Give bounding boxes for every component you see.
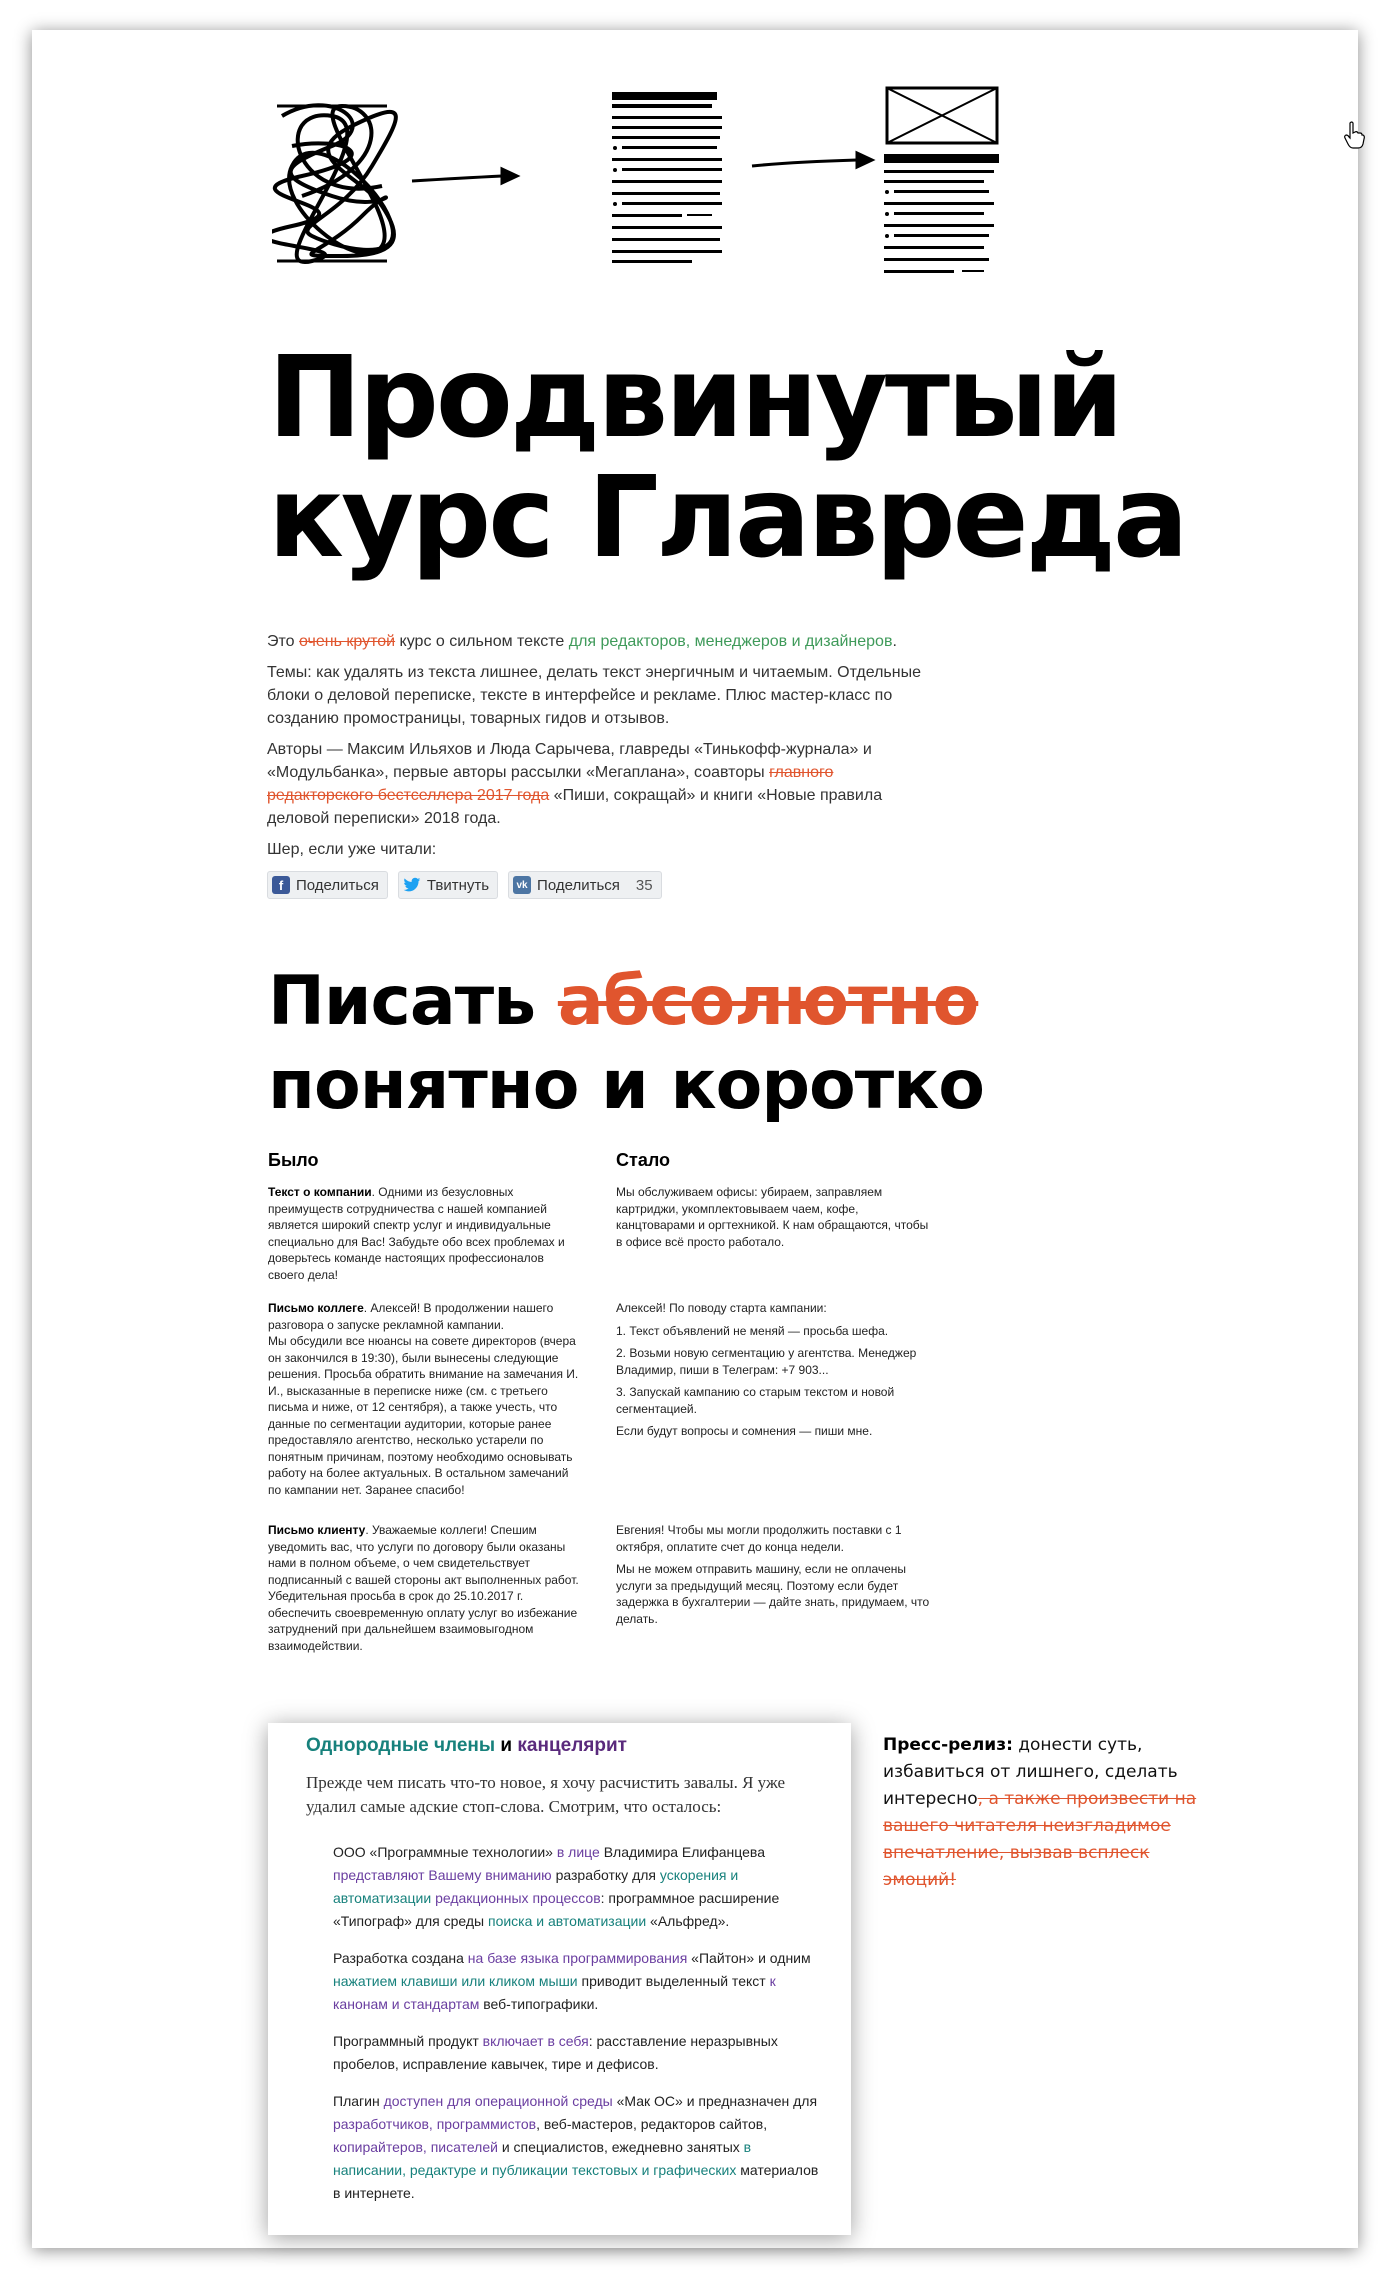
before-block-1: Текст о компании. Одними из безусловных преимуществ сотрудничества с нашей компанией является широкий спектр услуг и индивидуальные специально для Вас! Забудьте обо всех проблемах и доверьтесь команде настоящих профессионалов своего дела! bbox=[268, 1185, 565, 1282]
audience-link[interactable]: для редакторов, менеджеров и дизайнеров bbox=[568, 633, 893, 650]
twitter-share-button[interactable]: Твитнуть bbox=[398, 871, 498, 899]
arrow-icon bbox=[412, 169, 517, 183]
intro bbox=[267, 630, 937, 899]
layout-sketch-icon bbox=[884, 88, 999, 273]
intro-paragraph-3: Авторы — Максим Ильяхов и Люда Сарычева, главреды «Тинькофф-журнала» и «Модульбанка», первые авторы рассылки «Мегаплана», соавторы главного редакторского бестселлера 2017 года «Пиши, сокращай» и книги «Новые правила деловой переписки» 2018 года. bbox=[267, 741, 883, 827]
before-block-3: Письмо клиенту. Уважаемые коллеги! Спешим уведомить вас, что услуги по договору были оказаны нами в полном объеме, о чем свидетельствует подписанный с вашей стороны акт выполненных работ. Убедительная просьба в срок до 25.10.2017 г. обеспечить своевременную оплату услуг во избежание затруднений при дальнейшем взаимовыгодном взаимодействии. bbox=[268, 1523, 579, 1653]
vk-share-button[interactable]: vk Поделиться 35 bbox=[508, 871, 662, 899]
scribble-icon bbox=[272, 105, 396, 262]
page bbox=[32, 30, 1358, 2248]
page-title: Продвинутый курс Главреда bbox=[268, 333, 1186, 583]
card-paragraph-1: ООО «Программные технологии» в лице Владимира Елифанцева представляют Вашему вниманию разработку для ускорения и автоматизации редакционных процессов: программное расширение «Типограф» для среды поиска и автоматизации «Альфред». bbox=[333, 1844, 780, 1929]
after-heading: Стало bbox=[616, 1150, 671, 1170]
after-block-3: Евгения! Чтобы мы могли продолжить поставки с 1 октября, оплатите счет до конца недели. Мы не можем отправить машину, если не оплачены услуги за предыдущий месяц. Поэтому если будет задержка в бухгалтерии — дайте знать, придумаем, что делать. bbox=[616, 1523, 930, 1626]
document-sketch-icon bbox=[612, 92, 722, 263]
before-block-2: Письмо коллеге. Алексей! В продолжении нашего разговора о запуске рекламной кампании. Мы обсудили все нюансы на совете директоров (вчера он закончился в 19:30), были вынесены следующие решения. Просьба обратить внимание на замечания И. И., высказанные в переписке ниже (см. с третьего письма и ниже, от 12 сентября), а также учесть, что данные по сегментации аудитории, которые ранее предоставляло агентство, несколько устарели по понятным причинам, поэтому необходимо основывать работу на более актуальных. В остальном замечаний по кампании нет. Заранее спасибо! bbox=[268, 1301, 579, 1497]
card-paragraph-2: Разработка создана на базе языка программирования «Пайтон» и одним нажатием клавиши или кликом мыши приводит выделенный текст к канонам и стандартам веб-типографики. bbox=[333, 1950, 811, 2012]
vk-icon: vk bbox=[513, 876, 531, 894]
card-body bbox=[333, 1841, 823, 2219]
hand-cursor-icon bbox=[1343, 121, 1365, 149]
share-label: Шер, если уже читали: bbox=[267, 841, 437, 858]
card-lead: Прежде чем писать что-то новое, я хочу расчистить завалы. Я уже удалил самые адские стоп-слова. Смотрим, что осталось: bbox=[306, 1773, 786, 1816]
vk-share-count: 35 bbox=[635, 876, 653, 894]
press-release-note: Пресс-релиз: донести суть, избавиться от лишнего, сделать интересно, а также произвести на вашего читателя неизгладимое впечатление, вызвав всплеск эмоций! bbox=[883, 1735, 1197, 1890]
example-card bbox=[268, 1723, 851, 2235]
card-title: Однородные члены и канцелярит bbox=[306, 1735, 627, 1756]
before-column bbox=[268, 1150, 583, 1653]
intro-paragraph-2: Темы: как удалять из текста лишнее, делать текст энергичным и читаемым. Отдельные блоки о деловой переписке, тексте в интерфейсе и рекламе. Плюс мастер-класс по созданию промостраницы, товарных гидов и отзывов. bbox=[267, 664, 921, 727]
section-heading: Писать абсолютно понятно и коротко bbox=[268, 962, 984, 1125]
card-paragraph-3: Программный продукт включает в себя: расставление неразрывных пробелов, исправление кавычек, тире и дефисов. bbox=[333, 2033, 778, 2072]
after-column bbox=[616, 1150, 931, 1626]
after-block-1: Мы обслуживаем офисы: убираем, заправляем картриджи, укомплектовываем чаем, кофе, канцтоварами и оргтехникой. К нам обращаются, чтобы в офисе всё просто работало. bbox=[616, 1185, 929, 1249]
intro-paragraph-1: Это очень крутой курс о сильном тексте для редакторов, менеджеров и дизайнеров. bbox=[267, 633, 897, 650]
before-heading: Было bbox=[268, 1150, 319, 1170]
after-block-2: Алексей! По поводу старта кампании: 1. Текст объявлений не меняй — просьба шефа. 2. Возьми новую сегментацию у агентства. Менеджер Владимир, пиши в Телеграм: +7 903... 3. Запускай кампанию со старым текстом и новой сегментацией. Если будут вопросы и сомнения — пиши мне. bbox=[616, 1301, 917, 1438]
twitter-icon bbox=[403, 876, 421, 894]
facebook-share-button[interactable]: f Поделиться bbox=[267, 871, 388, 899]
share-buttons bbox=[267, 871, 937, 899]
card-paragraph-4: Плагин доступен для операционной среды «Мак ОС» и предназначен для разработчиков, программистов, веб-мастеров, редакторов сайтов, копирайтеров, писателей и специалистов, ежедневно занятых в написании, редактуре и публикации текстовых и графических материалов в интернете. bbox=[333, 2093, 819, 2201]
facebook-icon: f bbox=[272, 876, 290, 894]
hero-illustration bbox=[272, 86, 1222, 286]
